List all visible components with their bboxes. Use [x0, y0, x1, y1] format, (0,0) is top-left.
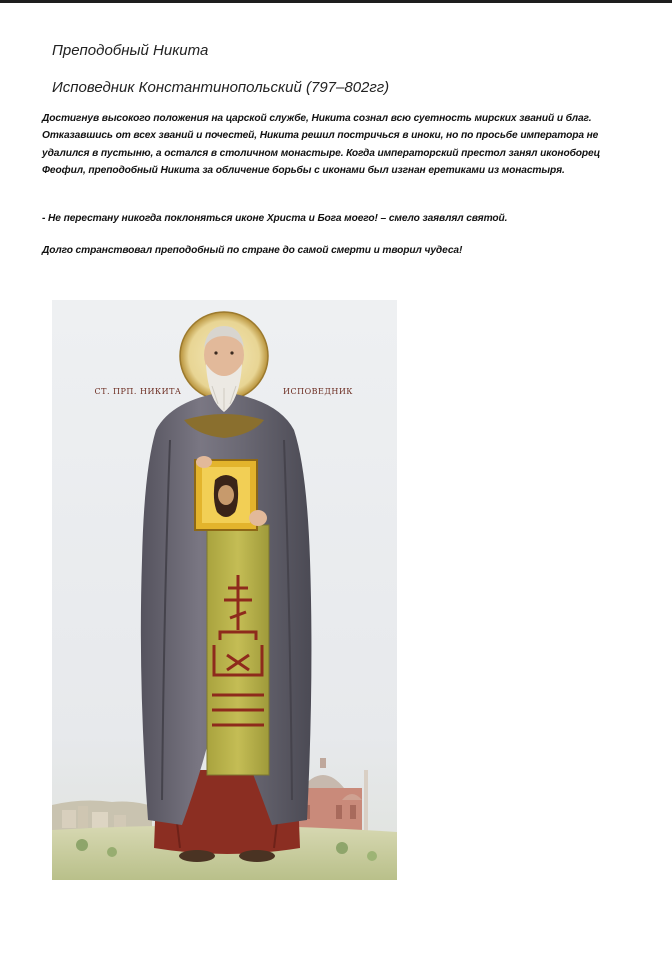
saint-icon-image [52, 300, 397, 880]
paragraph-conclusion: Долго странствовал преподобный по стране до самой смерти и творил чудеса! [42, 245, 463, 256]
icon-inscription-left: СТ. ПРП. НИКИТА [94, 387, 182, 396]
page-subtitle: Исповедник Константинопольский (797–802гг) [52, 79, 390, 96]
paragraph-life: Достигнув высокого положения на царской службе, Никита сознал всю суетность мирских званий и благ. Отказавшись от всех званий и почестей, Никита решил постричься в иноки, но по просьбе императора не удалился в пустыню, а остался в столичном монастыре. Когда императорский престол занял иконоборец Феофил, преподобный Никита за обличение борьбы с иконами был изгнан еретиками из монастыря. [42, 113, 601, 177]
held-icon-mandylion [195, 460, 257, 530]
page-title: Преподобный Никита [52, 42, 209, 59]
paragraph-quote: - Не перестану никогда поклоняться иконе Христа и Бога моего! – смело заявлял святой. [42, 213, 508, 224]
analav [207, 525, 269, 775]
icon-inscription-right: ИСПОВЕДНИК [283, 387, 353, 396]
top-border [0, 0, 672, 3]
